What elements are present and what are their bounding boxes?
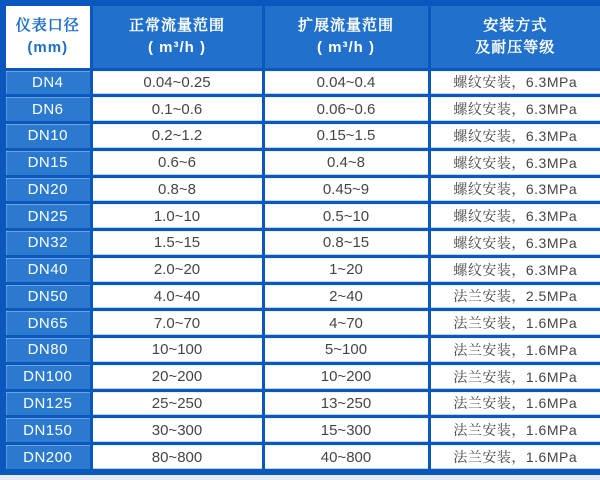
- cell-extended-range: 13~250: [263, 390, 429, 417]
- cell-installation: 法兰安装，2.5MPa: [429, 283, 600, 310]
- cell-extended-range: 0.06~0.6: [263, 96, 429, 123]
- table-row: [3, 69, 600, 96]
- cell-extended-range: 2~40: [263, 283, 429, 310]
- cell-installation: 法兰安装，1.6MPa: [429, 390, 600, 417]
- cell-extended-range: 0.45~9: [263, 176, 429, 203]
- cell-normal-range: 10~100: [91, 337, 263, 364]
- cell-extended-range: 0.4~8: [263, 149, 429, 176]
- cell-extended-range: 4~70: [263, 310, 429, 337]
- cell-extended-range: 1~20: [263, 256, 429, 283]
- cell-normal-range: 80~800: [91, 444, 263, 473]
- cell-installation: 螺纹安装，6.3MPa: [429, 230, 600, 257]
- cell-installation: 法兰安装，1.6MPa: [429, 363, 600, 390]
- table-row: [3, 363, 600, 390]
- table-row: [3, 149, 600, 176]
- cell-diameter: DN32: [3, 230, 91, 257]
- cell-normal-range: 0.1~0.6: [91, 96, 263, 123]
- header-label-diameter: 仪表口径: [15, 16, 80, 34]
- header-label-extended-range: 扩展流量范围: [297, 16, 394, 34]
- cell-installation: 螺纹安装，6.3MPa: [429, 149, 600, 176]
- cell-extended-range: 5~100: [263, 337, 429, 364]
- cell-diameter: DN10: [3, 123, 91, 150]
- cell-extended-range: 0.04~0.4: [263, 69, 429, 96]
- table-row: [3, 310, 600, 337]
- cell-diameter: DN65: [3, 310, 91, 337]
- cell-installation: 螺纹安装，6.3MPa: [429, 176, 600, 203]
- cell-diameter: DN15: [3, 149, 91, 176]
- header-label-normal-range: 正常流量范围: [128, 16, 225, 34]
- cell-normal-range: 0.6~6: [91, 149, 263, 176]
- cell-diameter: DN200: [3, 444, 91, 473]
- table-body: [3, 69, 600, 472]
- cell-diameter: DN80: [3, 337, 91, 364]
- cell-normal-range: 1.0~10: [91, 203, 263, 230]
- cell-normal-range: 0.2~1.2: [91, 123, 263, 150]
- cell-extended-range: 0.8~15: [263, 230, 429, 257]
- cell-normal-range: 0.8~8: [91, 176, 263, 203]
- header-row: [3, 3, 600, 69]
- cell-installation: 螺纹安装，6.3MPa: [429, 69, 600, 96]
- cell-installation: 法兰安装，1.6MPa: [429, 417, 600, 444]
- cell-installation: 螺纹安装，6.3MPa: [429, 256, 600, 283]
- table-row: [3, 203, 600, 230]
- table-row: [3, 283, 600, 310]
- cell-extended-range: 10~200: [263, 363, 429, 390]
- cell-diameter: DN25: [3, 203, 91, 230]
- cell-diameter: DN4: [3, 69, 91, 96]
- cell-diameter: DN150: [3, 417, 91, 444]
- header-cell-installation: [429, 3, 600, 69]
- cell-extended-range: 15~300: [263, 417, 429, 444]
- table-row: [3, 417, 600, 444]
- table-row: [3, 123, 600, 150]
- cell-normal-range: 0.04~0.25: [91, 69, 263, 96]
- table-row: [3, 176, 600, 203]
- header-cell-normal-range: [91, 3, 263, 69]
- cell-normal-range: 20~200: [91, 363, 263, 390]
- cell-diameter: DN20: [3, 176, 91, 203]
- header-unit-normal-range: ( m³/h ): [148, 38, 206, 56]
- cell-diameter: DN125: [3, 390, 91, 417]
- cell-extended-range: 0.5~10: [263, 203, 429, 230]
- header-cell-extended-range: [263, 3, 429, 69]
- header-unit-extended-range: ( m³/h ): [317, 38, 375, 56]
- cell-installation: 螺纹安装，6.3MPa: [429, 123, 600, 150]
- table-row: [3, 96, 600, 123]
- header-sublabel-installation: 及耐压等级: [475, 38, 556, 56]
- cell-normal-range: 30~300: [91, 417, 263, 444]
- cell-installation: 法兰安装，1.6MPa: [429, 444, 600, 473]
- cell-diameter: DN40: [3, 256, 91, 283]
- cell-normal-range: 7.0~70: [91, 310, 263, 337]
- header-label-installation: 安装方式: [483, 16, 548, 34]
- cell-installation: 螺纹安装，6.3MPa: [429, 203, 600, 230]
- cell-normal-range: 2.0~20: [91, 256, 263, 283]
- header-unit-diameter: (mm): [27, 38, 69, 56]
- cell-installation: 法兰安装，1.6MPa: [429, 337, 600, 364]
- cell-normal-range: 25~250: [91, 390, 263, 417]
- table-row: [3, 337, 600, 364]
- table-row: [3, 230, 600, 257]
- header-cell-diameter: [3, 3, 91, 69]
- cell-installation: 螺纹安装，6.3MPa: [429, 96, 600, 123]
- cell-normal-range: 1.5~15: [91, 230, 263, 257]
- cell-extended-range: 40~800: [263, 444, 429, 473]
- table-row: [3, 256, 600, 283]
- table-row: [3, 444, 600, 473]
- cell-installation: 法兰安装，1.6MPa: [429, 310, 600, 337]
- table-row: [3, 390, 600, 417]
- cell-extended-range: 0.15~1.5: [263, 123, 429, 150]
- cell-diameter: DN6: [3, 96, 91, 123]
- cell-diameter: DN50: [3, 283, 91, 310]
- cell-normal-range: 4.0~40: [91, 283, 263, 310]
- cell-diameter: DN100: [3, 363, 91, 390]
